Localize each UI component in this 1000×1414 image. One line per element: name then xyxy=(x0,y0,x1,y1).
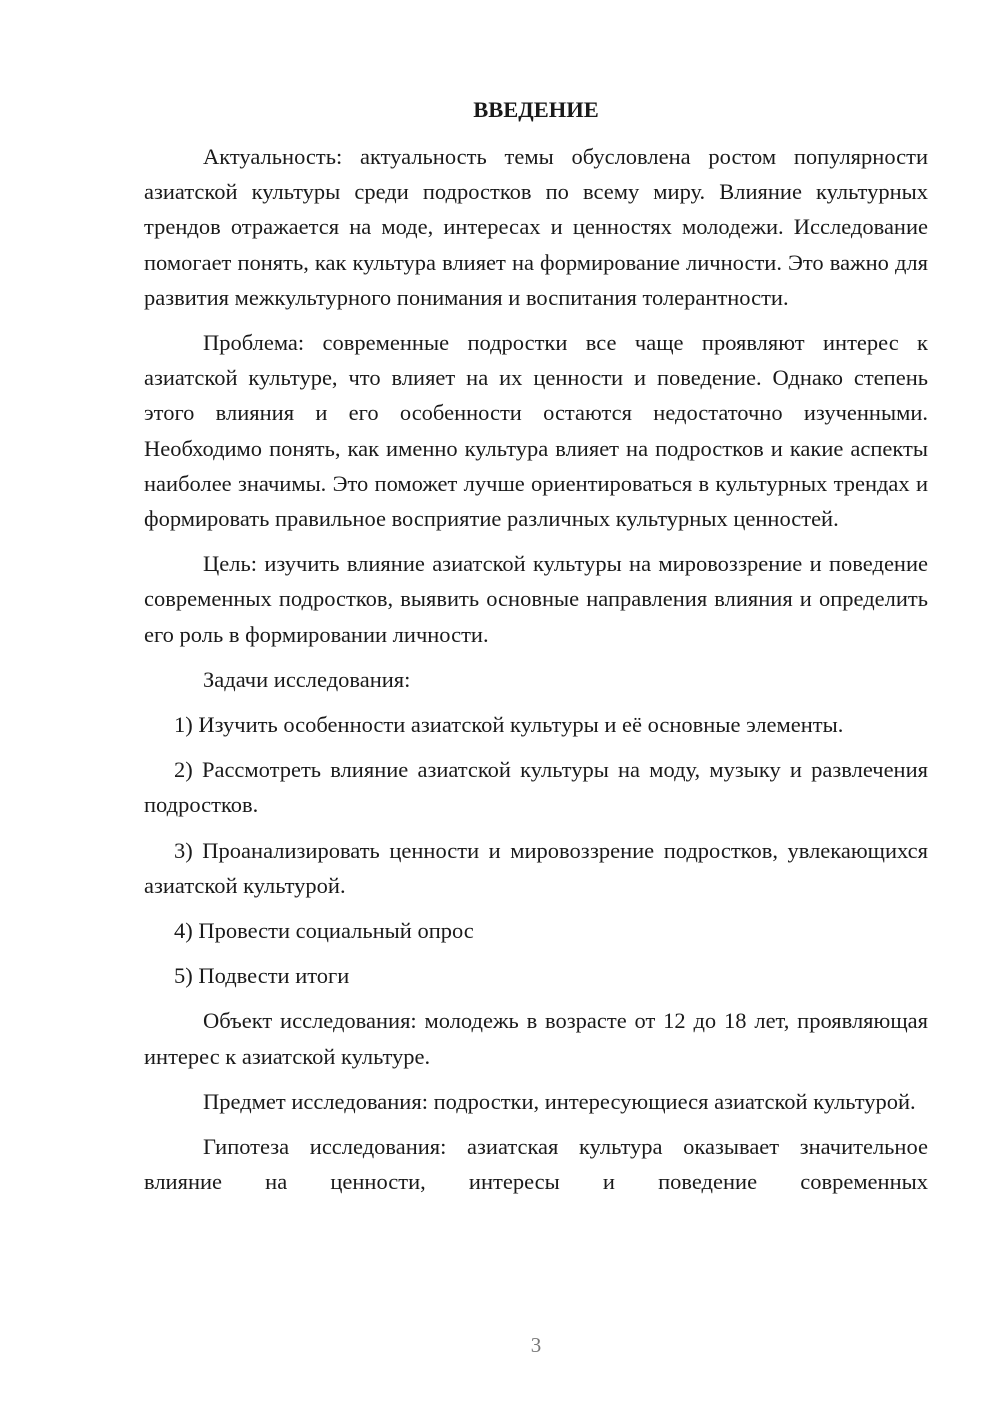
paragraph-subject: Предмет исследования: подростки, интересующиеся азиатской культурой. xyxy=(203,1088,916,1114)
task-item-4: 4) Провести социальный опрос xyxy=(174,918,474,944)
paragraph-relevance: Актуальность: актуальность темы обусловлена ростом популярности азиатской культуры среди подростков по всему миру. Влияние культурных трендов отражается на моде, интересах и ценностях молодежи. Исследование помогает понять, как культура влияет на формирование личности. Это важно для развития межкультурного понимания и воспитания толерантности. xyxy=(144,144,928,310)
paragraph-hypothesis: Гипотеза исследования: азиатская культура оказывает значительное влияние на ценности, интересы и поведение современных xyxy=(144,1134,928,1195)
tasks-title: Задачи исследования: xyxy=(203,666,411,692)
paragraph-goal: Цель: изучить влияние азиатской культуры на мировоззрение и поведение современных подростков, выявить основные направления влияния и определить его роль в формировании личности. xyxy=(144,551,928,647)
page-content xyxy=(144,95,928,1209)
paragraph-problem: Проблема: современные подростки все чаще проявляют интерес к азиатской культуре, что влияет на их ценности и поведение. Однако степень этого влияния и его особенности остаются недостаточно изученными. Необходимо понять, как именно культура влияет на подростков и какие аспекты наиболее значимы. Это поможет лучше ориентироваться в культурных трендах и формировать правильное восприятие различных культурных ценностей. xyxy=(144,330,928,532)
task-item-3: 3) Проанализировать ценности и мировоззрение подростков, увлекающихся азиатской культурой. xyxy=(144,837,928,898)
section-heading: ВВЕДЕНИЕ xyxy=(473,97,599,122)
paragraph-object: Объект исследования: молодежь в возрасте от 12 до 18 лет, проявляющая интерес к азиатской культуре. xyxy=(144,1008,928,1069)
task-item-1: 1) Изучить особенности азиатской культуры и её основные элементы. xyxy=(174,712,844,738)
task-item-2: 2) Рассмотреть влияние азиатской культуры на моду, музыку и развлечения подростков. xyxy=(144,757,928,818)
page-number: 3 xyxy=(530,1333,542,1357)
task-item-5: 5) Подвести итоги xyxy=(174,963,350,989)
